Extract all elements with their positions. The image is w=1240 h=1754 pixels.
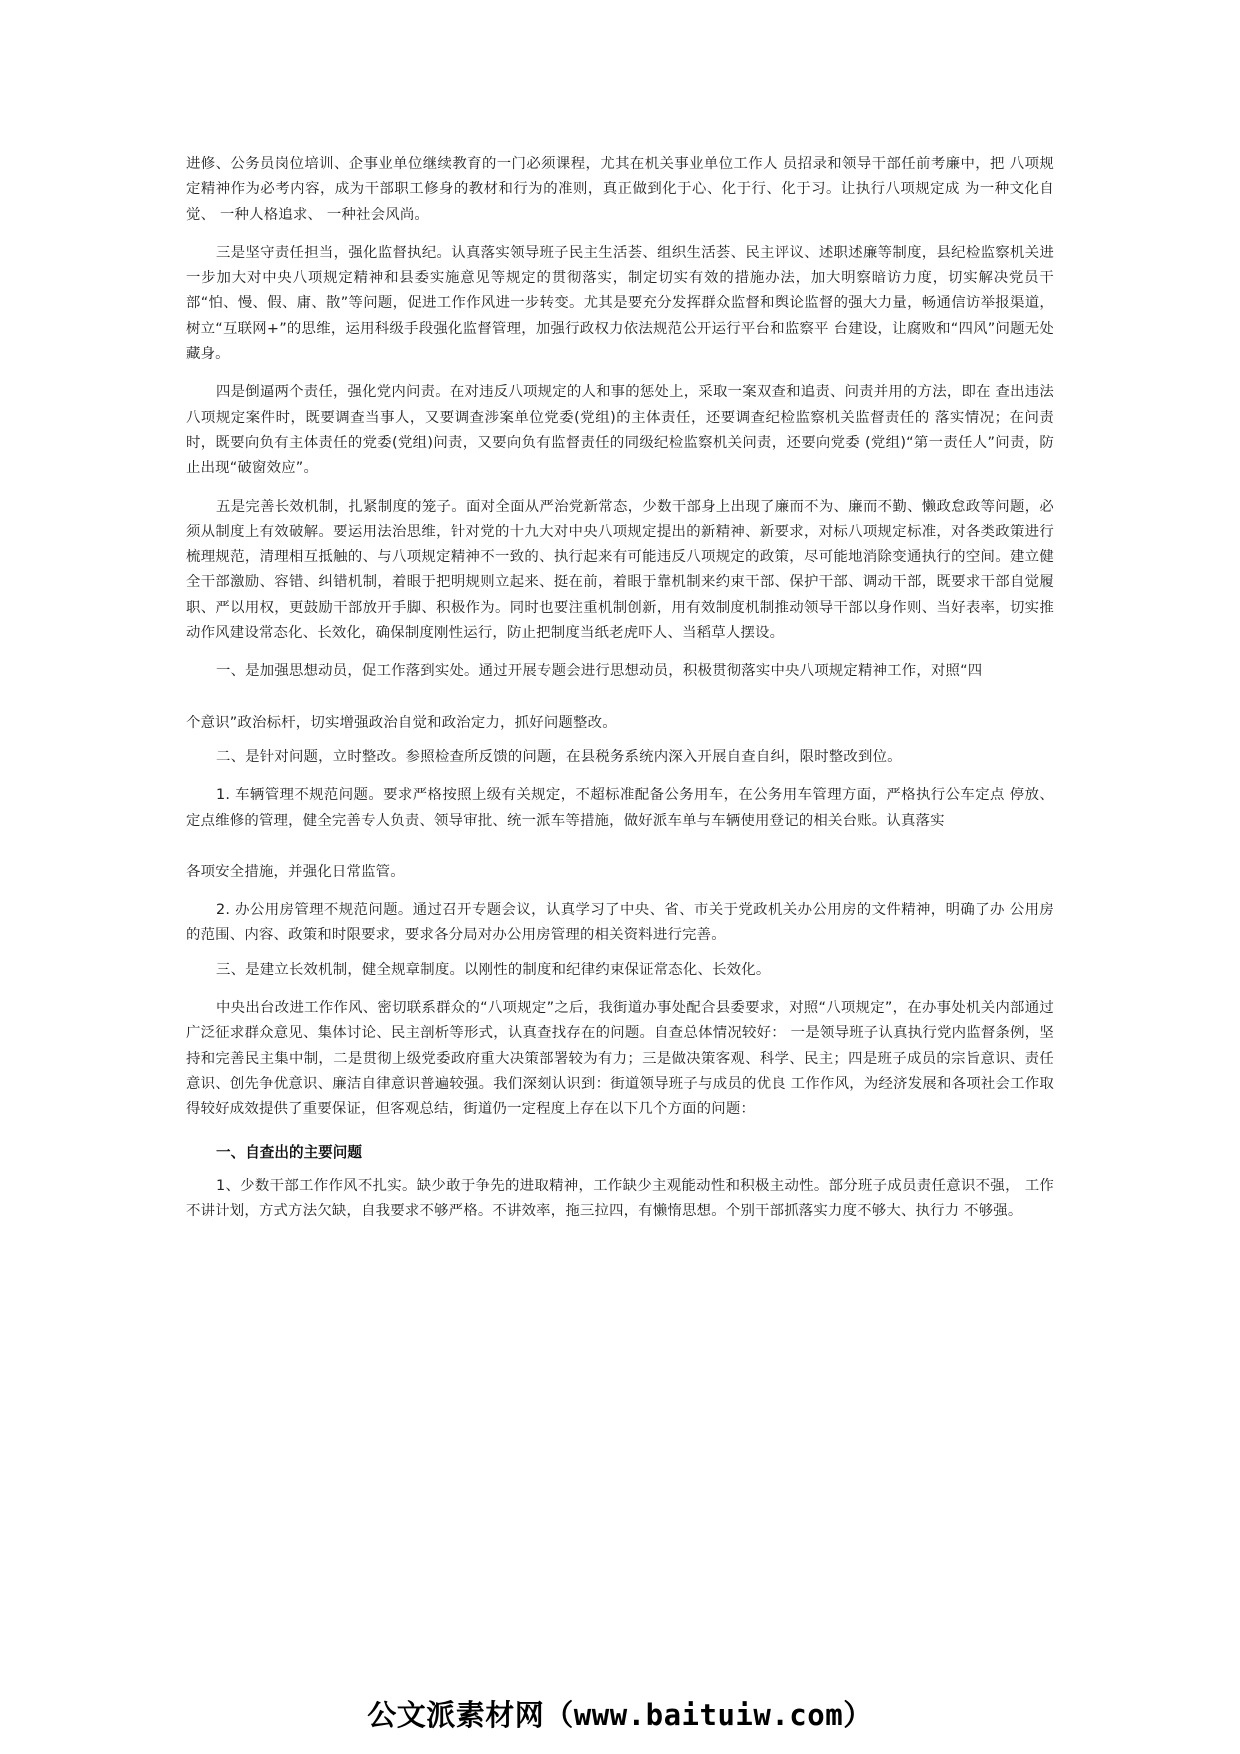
paragraph-self-inspection: 中央出台改进工作作风、密切联系群众的“八项规定”之后，我街道办事处配合县委要求，对照“八项规定”，在办事处机关内部通过广泛征求群众意见、集体讨论、民主剖析等形式，认真查找存在的问题。自查总体情况较好： 一是领导班子认真执行党内监督条例，坚持和完善民主集中制，二是贯彻上级党委政府重大决策部署较为有力；三是做决策客观、科学、民主；四是班子成员的宗旨意识、责任意识、创先争优意识、廉洁自律意识普遍较强。我们深刻认识到：街道领导班子与成员的优良 工作作风，为经济发展和各项社会工作取得较好成效提供了重要保证，但客观总结，街道仍一定程度上存在以下几个方面的问题： xyxy=(186,1000,1054,1118)
footer-watermark: 公文派素材网（www.baituiw.com） xyxy=(367,1698,873,1732)
paragraph-safety-measures: 各项安全措施，并强化日常监管。 xyxy=(186,863,405,880)
paragraph-accountability: 四是倒逼两个责任，强化党内问责。在对违反八项规定的人和事的惩处上，采取一案双查和追责、问责并用的方法，即在 查出违法八项规定案件时，既要调查当事人，又要调查涉案单位党委(党组)的主体责任，还要调查纪检监察机关监督责任的 落实情况；在问责时，既要向负有主体责任的党委(党组)问责，又要向负有监督责任的同级纪检监察机关问责，还要向党委 (党组)“第一责任人”问责，防止出现“破窗效应”。 xyxy=(186,384,1054,477)
paragraph-continuation: 进修、公务员岗位培训、企事业单位继续教育的一门必须课程，尤其在机关事业单位工作人 员招录和领导干部任前考廉中，把 八项规定精神作为必考内容，成为干部职工修身的教材和行为的准则，真正做到化于心、化于行、化于习。让执行八项规定成 为一种文化自觉、 一种人格追求、 一种社会风尚。 xyxy=(186,156,1054,223)
paragraph-vehicle-management: 1. 车辆管理不规范问题。要求严格按照上级有关规定，不超标准配备公务用车，在公务用车管理方面，严格执行公车定点 停放、定点维修的管理，健全完善专人负责、领导审批、统一派车等措施，做好派车单与车辆使用登记的相关台账。认真落实 xyxy=(186,787,1054,829)
paragraph-work-style-issue: 1、少数干部工作作风不扎实。缺少敢于争先的进取精神，工作缺少主观能动性和积极主动性。部分班子成员责任意识不强， 工作不讲计划，方式方法欠缺，自我要求不够严格。不讲效率，拖三拉四，有懒惰思想。个别干部抓落实力度不够大、执行力 不够强。 xyxy=(186,1177,1054,1219)
paragraph-office-space: 2. 办公用房管理不规范问题。通过召开专题会议，认真学习了中央、省、市关于党政机关办公用房的文件精神，明确了办 公用房的范围、内容、政策和时限要求，要求各分局对办公用房管理的相关资料进行完善。 xyxy=(186,902,1054,944)
paragraph-supervision: 三是坚守责任担当，强化监督执纪。认真落实领导班子民主生活荟、组织生活荟、民主评议、述职述廉等制度，县纪检监察机关进一步加大对中央八项规定精神和县委实施意见等规定的贯彻落实，制定切实有效的措施办法，加大明察暗访力度，切实解决党员干部“怕、慢、假、庸、散”等问题，促进工作作风进一步转变。尤其是要充分发挥群众监督和舆论监督的强大力量，畅通信访举报渠道，树立“互联网+”的思维，运用科级手段强化监督管理，加强行政权力依法规范公开运行平台和监察平 台建设，让腐败和“四风”问题无处藏身。 xyxy=(186,244,1054,363)
section-heading: 一、自查出的主要问题 xyxy=(216,1143,362,1161)
paragraph-rectification: 二、是针对问题，立时整改。参照检查所反馈的问题，在县税务系统内深入开展自查自纠，限时整改到位。 xyxy=(216,748,902,765)
document-body xyxy=(186,152,1054,1224)
paragraph-long-term-mechanism: 五是完善长效机制，扎紧制度的笼子。面对全面从严治党新常态，少数干部身上出现了廉而不为、廉而不勤、懒政怠政等问题，必须从制度上有效破解。要运用法治思维，针对党的十九大对中央八项规定提出的新精神、新要求，对标八项规定标准，对各类政策进行梳理规范，清理相互抵触的、与八项规定精神不一致的、执行起来有可能违反八项规定的政策，尽可能地消除变通执行的空间。建立健全干部激励、容错、纠错机制，着眼于把明规则立起来、挺在前，着眼于靠机制来约束干部、保护干部、调动干部，既要求干部自觉履职、严以用权，更鼓励干部放开手脚、积极作为。同时也要注重机制创新，用有效制度机制推动领导干部以身作则、当好表率，切实推动作风建设常态化、长效化，确保制度刚性运行，防止把制度当纸老虎吓人、当稻草人摆设。 xyxy=(186,498,1054,642)
paragraph-political-benchmark: 个意识”政治标杆，切实增强政治自觉和政治定力，抓好问题整改。 xyxy=(186,714,617,731)
paragraph-ideological-mobilization: 一、是加强思想动员，促工作落到实处。通过开展专题会进行思想动员，积极贯彻落实中央八项规定精神工作，对照“四 xyxy=(216,663,983,680)
paragraph-rules-system: 三、是建立长效机制，健全规章制度。以刚性的制度和纪律约束保证常态化、长效化。 xyxy=(216,961,771,978)
